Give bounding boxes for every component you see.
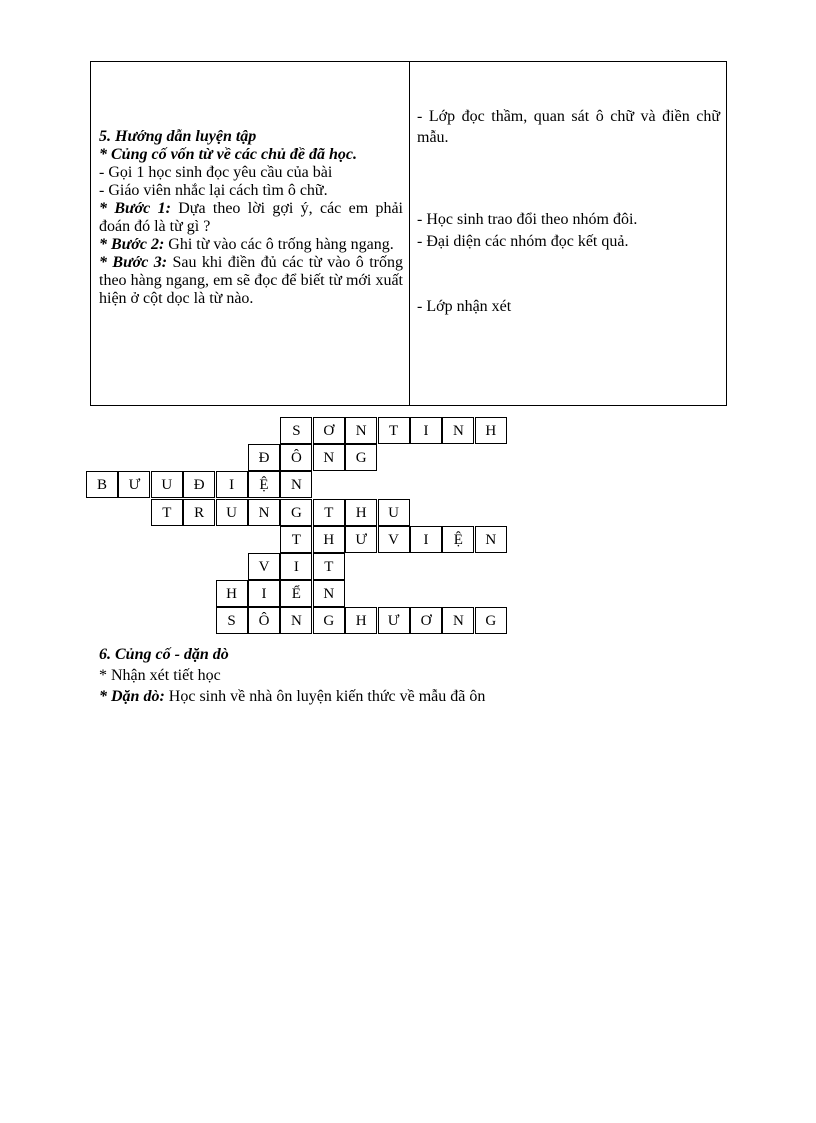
crossword-cell: G: [475, 607, 507, 634]
crossword-cell: H: [475, 417, 507, 444]
crossword-cell: N: [442, 417, 474, 444]
footer-line: [99, 686, 485, 707]
crossword-cell: R: [183, 499, 215, 526]
step-text: Sau khi điền đủ các từ vào ô trống theo hàng ngang, em sẽ đọc để biết từ mới xuất hiện ở cột dọc là từ nào.: [99, 254, 403, 307]
footer-heading: 6. Củng cố - dặn dò: [99, 646, 229, 663]
crossword-cell: U: [378, 499, 410, 526]
crossword-cell: Ư: [345, 526, 377, 553]
step-text: Dựa theo lời gợi ý, các em phải đoán đó là từ gì ?: [99, 200, 404, 235]
footer-line: * Nhận xét tiết học: [99, 667, 221, 684]
crossword-cell: Ệ: [442, 526, 474, 553]
crossword-cell: H: [216, 580, 248, 607]
crossword-cell: V: [248, 553, 280, 580]
crossword-cell: S: [216, 607, 248, 634]
section-heading: 5. Hướng dẫn luyện tập: [99, 128, 257, 145]
crossword-cell: I: [216, 471, 248, 498]
crossword-cell: N: [345, 417, 377, 444]
step-3: [99, 254, 403, 308]
lesson-table: [90, 61, 727, 406]
crossword-cell: T: [280, 526, 312, 553]
crossword-cell: I: [410, 526, 442, 553]
crossword-cell: Ệ: [248, 471, 280, 498]
student-activity: - Học sinh trao đổi theo nhóm đôi.: [417, 211, 638, 228]
student-activity: - Đại diện các nhóm đọc kết quả.: [417, 233, 629, 250]
instruction-line: - Giáo viên nhắc lại cách tìm ô chữ.: [99, 182, 328, 199]
crossword-cell: S: [280, 417, 312, 444]
crossword-cell: N: [475, 526, 507, 553]
crossword-cell: I: [248, 580, 280, 607]
crossword-cell: G: [313, 607, 345, 634]
crossword-cell: N: [313, 580, 345, 607]
crossword-cell: T: [313, 499, 345, 526]
crossword-cell: G: [345, 444, 377, 471]
crossword-cell: N: [280, 607, 312, 634]
crossword-cell: U: [216, 499, 248, 526]
crossword-cell: Ể: [280, 580, 312, 607]
crossword-cell: Ơ: [410, 607, 442, 634]
crossword-cell: V: [378, 526, 410, 553]
crossword-cell: H: [345, 499, 377, 526]
crossword-cell: T: [378, 417, 410, 444]
step-1: [99, 200, 403, 236]
crossword-cell: I: [410, 417, 442, 444]
crossword-cell: Ô: [280, 444, 312, 471]
crossword-cell: B: [86, 471, 118, 498]
instruction-line: - Gọi 1 học sinh đọc yêu cầu của bài: [99, 164, 333, 181]
step-text: Ghi từ vào các ô trống hàng ngang.: [164, 236, 394, 253]
crossword-cell: Đ: [183, 471, 215, 498]
step-label: * Bước 3:: [99, 254, 168, 271]
crossword-cell: H: [345, 607, 377, 634]
step-label: * Bước 1:: [99, 200, 171, 217]
crossword-cell: N: [280, 471, 312, 498]
crossword-cell: Ơ: [313, 417, 345, 444]
step-2: [99, 236, 403, 254]
crossword-cell: U: [151, 471, 183, 498]
crossword-cell: Ư: [118, 471, 150, 498]
crossword-cell: T: [151, 499, 183, 526]
step-label: * Bước 2:: [99, 236, 165, 253]
student-activities-column: [410, 62, 726, 405]
crossword-cell: Ư: [378, 607, 410, 634]
crossword-cell: N: [248, 499, 280, 526]
footer-section: [99, 644, 485, 707]
crossword-cell: G: [280, 499, 312, 526]
crossword-cell: N: [313, 444, 345, 471]
crossword-cell: Đ: [248, 444, 280, 471]
footer-label: * Dặn dò:: [99, 688, 165, 705]
crossword-cell: T: [313, 553, 345, 580]
crossword-cell: H: [313, 526, 345, 553]
crossword-cell: N: [442, 607, 474, 634]
section-subheading: * Củng cố vốn từ về các chủ đề đã học.: [99, 146, 358, 163]
crossword-cell: I: [280, 553, 312, 580]
teacher-activities-column: [91, 62, 410, 405]
student-activity: - Lớp nhận xét: [417, 298, 512, 315]
crossword-cell: Ô: [248, 607, 280, 634]
footer-text: Học sinh về nhà ôn luyện kiến thức về mẫu đã ôn: [164, 688, 486, 705]
student-activity: - Lớp đọc thầm, quan sát ô chữ và điền chữ mẫu.: [417, 108, 720, 146]
